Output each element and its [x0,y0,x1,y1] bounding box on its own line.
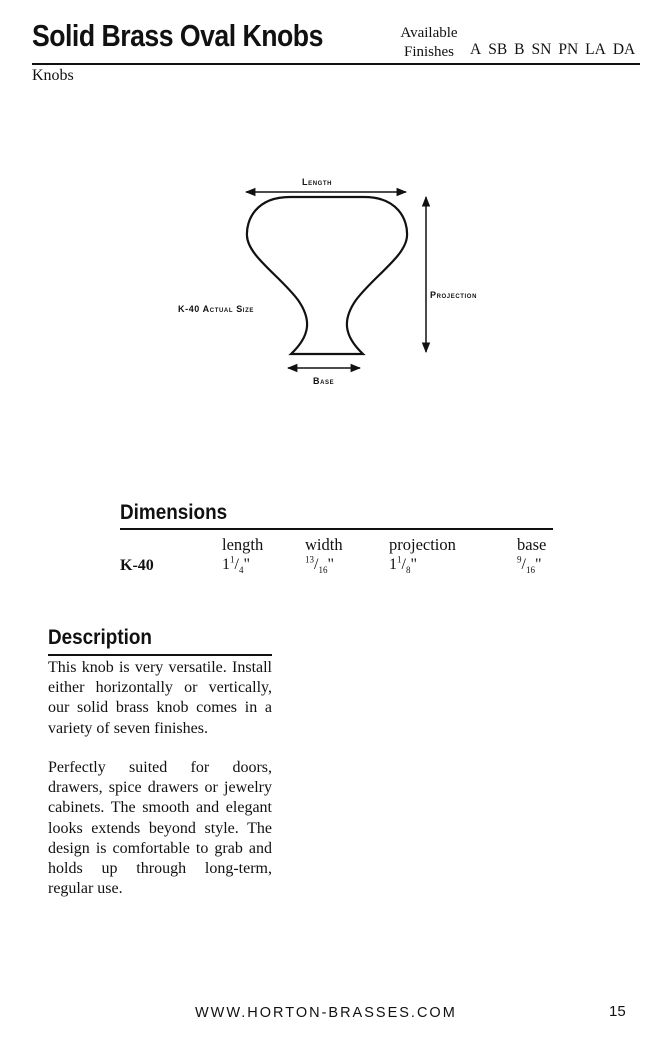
dimensions-divider [120,528,553,530]
actual-size-caption: K-40 Actual Size [178,304,254,314]
finish-codes [470,41,635,59]
finish-code: B [514,41,525,58]
column-projection: projection [389,535,456,554]
finish-code: SB [488,41,508,58]
width-value: $^{13}/_{16}$" [305,554,334,576]
base-value: $^9/_{16}$" [517,554,542,576]
description-divider [48,654,272,656]
length-label: Length [302,177,333,187]
projection-value: $1^1/_8$" [389,554,417,576]
page-number: 15 [609,1003,626,1020]
knob-drawing [160,160,520,400]
available-finishes-label [396,24,462,62]
finish-code: DA [612,41,636,58]
page-title: Solid Brass Oval Knobs [32,18,323,53]
column-width: width [305,535,343,554]
website-url: WWW.HORTON-BRASSES.COM [195,1005,457,1021]
dimensions-heading: Dimensions [120,501,228,524]
description-paragraph: This knob is very versatile. Install either horizontally or vertically, our solid brass knob comes in a variety of seven finishes. [48,659,272,737]
finish-code: LA [585,41,606,58]
base-label: Base [313,376,335,386]
finish-code: PN [558,41,579,58]
header-divider [32,63,640,65]
column-length: length [222,535,264,554]
finish-code: A [470,41,482,58]
projection-label: Projection [430,290,478,300]
available-label-line2: Finishes [403,44,454,60]
description-paragraph: Perfectly suited for doors, drawers, spice drawers or jewelry cabinets. The smooth and elegant looks extends beyond style. The design is comfortable to grab and holds up through long-term, regular use. [48,759,272,898]
available-label-line1: Available [400,25,458,41]
category-label: Knobs [32,67,74,84]
knob-diagram [160,160,520,400]
finish-code: SN [531,41,552,58]
length-value: $1^1/_4$" [222,554,250,576]
description-heading: Description [48,626,152,649]
knob-outline [247,197,407,354]
model-number: K-40 [120,557,154,574]
column-base: base [517,535,547,554]
